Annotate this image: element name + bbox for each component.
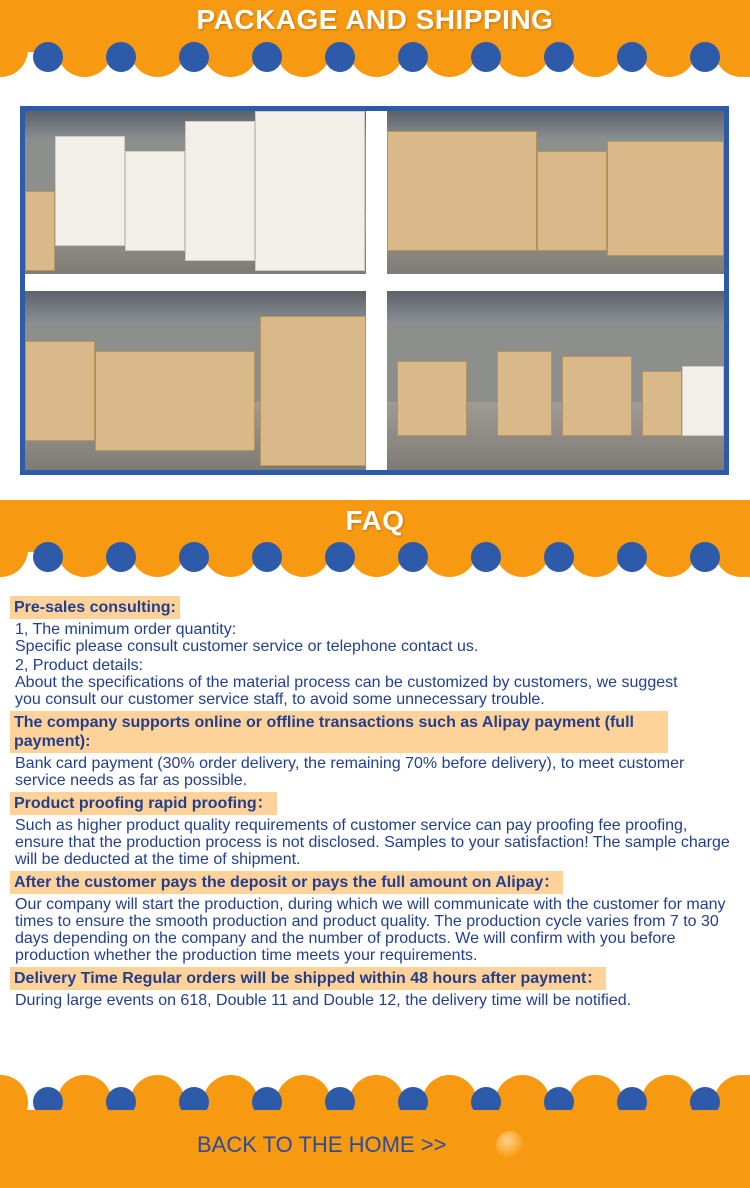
- blue-dot-decoration: [252, 542, 282, 572]
- faq-content: [10, 596, 745, 1012]
- faq-block: [10, 967, 745, 1009]
- faq-heading-delivery: Delivery Time Regular orders will be shipped within 48 hours after payment：: [10, 967, 606, 990]
- faq-text: Our company will start the production, during which we will communicate with the customer for many times to ensure the smooth production and product quality. The production cycle varies from 7 to 30 days depending on the company and the number of products. We will confirm with you before production whether the production time meets your requirements.: [15, 896, 726, 964]
- faq-title: FAQ: [345, 505, 405, 536]
- faq-text: About the specifications of the material process can be customized by customers, we suggest you consult our customer service staff, to avoid some unnecessary trouble.: [15, 674, 678, 708]
- faq-heading-proofing: Product proofing rapid proofing：: [10, 792, 277, 815]
- faq-heading-production: After the customer pays the deposit or pays the full amount on Alipay：: [10, 871, 563, 894]
- blue-dot-decoration: [252, 42, 282, 72]
- blue-dot-decoration: [690, 542, 720, 572]
- blue-dot-decoration: [106, 42, 136, 72]
- package-photo-grid: [20, 106, 729, 475]
- blue-dot-decoration: [325, 542, 355, 572]
- blue-dot-decoration: [471, 42, 501, 72]
- faq-block: [10, 596, 745, 708]
- faq-heading-presales: Pre-sales consulting:: [10, 596, 180, 619]
- blue-dot-decoration: [398, 42, 428, 72]
- faq-banner: [0, 500, 750, 580]
- blue-dot-decoration: [106, 542, 136, 572]
- blue-dot-decoration: [179, 42, 209, 72]
- package-title: PACKAGE AND SHIPPING: [196, 4, 554, 35]
- faq-text: Specific please consult customer service or telephone contact us.: [15, 638, 479, 655]
- blue-dot-decoration: [179, 542, 209, 572]
- faq-text: 1, The minimum order quantity:: [15, 621, 237, 638]
- stacked-cartons-photo: [25, 111, 366, 274]
- faq-heading-payment: The company supports online or offline transactions such as Alipay payment (full payment):: [10, 711, 668, 753]
- back-home-dot-icon[interactable]: [496, 1131, 524, 1159]
- blue-dot-decoration: [617, 42, 647, 72]
- loaded-pallets-photo: [387, 291, 724, 470]
- warehouse-pallets-photo: [387, 111, 724, 274]
- faq-block: [10, 792, 745, 868]
- blue-dot-decoration: [544, 542, 574, 572]
- blue-dot-decoration: [398, 542, 428, 572]
- blue-dot-decoration: [33, 542, 63, 572]
- faq-text: During large events on 618, Double 11 and Double 12, the delivery time will be notified.: [15, 992, 632, 1009]
- faq-text: Bank card payment (30% order delivery, the remaining 70% before delivery), to meet customer service needs as far as possible.: [15, 755, 685, 789]
- back-to-home-link[interactable]: BACK TO THE HOME >>: [197, 1132, 447, 1157]
- blue-dot-decoration: [690, 42, 720, 72]
- blue-dot-decoration: [325, 42, 355, 72]
- blue-dot-decoration: [544, 42, 574, 72]
- blue-dot-decoration: [471, 542, 501, 572]
- faq-block: [10, 711, 745, 789]
- faq-text: 2, Product details:: [15, 657, 144, 674]
- blue-dot-decoration: [617, 542, 647, 572]
- carton-stacks-photo: [25, 291, 366, 470]
- package-banner: [0, 0, 750, 80]
- faq-text: Such as higher product quality requirements of customer service can pay proofing fee proofing, ensure that the production process is not disclosed. Samples to your satisfaction! The sample charge will be deducted at the time of shipment.: [15, 817, 730, 868]
- faq-block: [10, 871, 745, 964]
- blue-dot-decoration: [33, 42, 63, 72]
